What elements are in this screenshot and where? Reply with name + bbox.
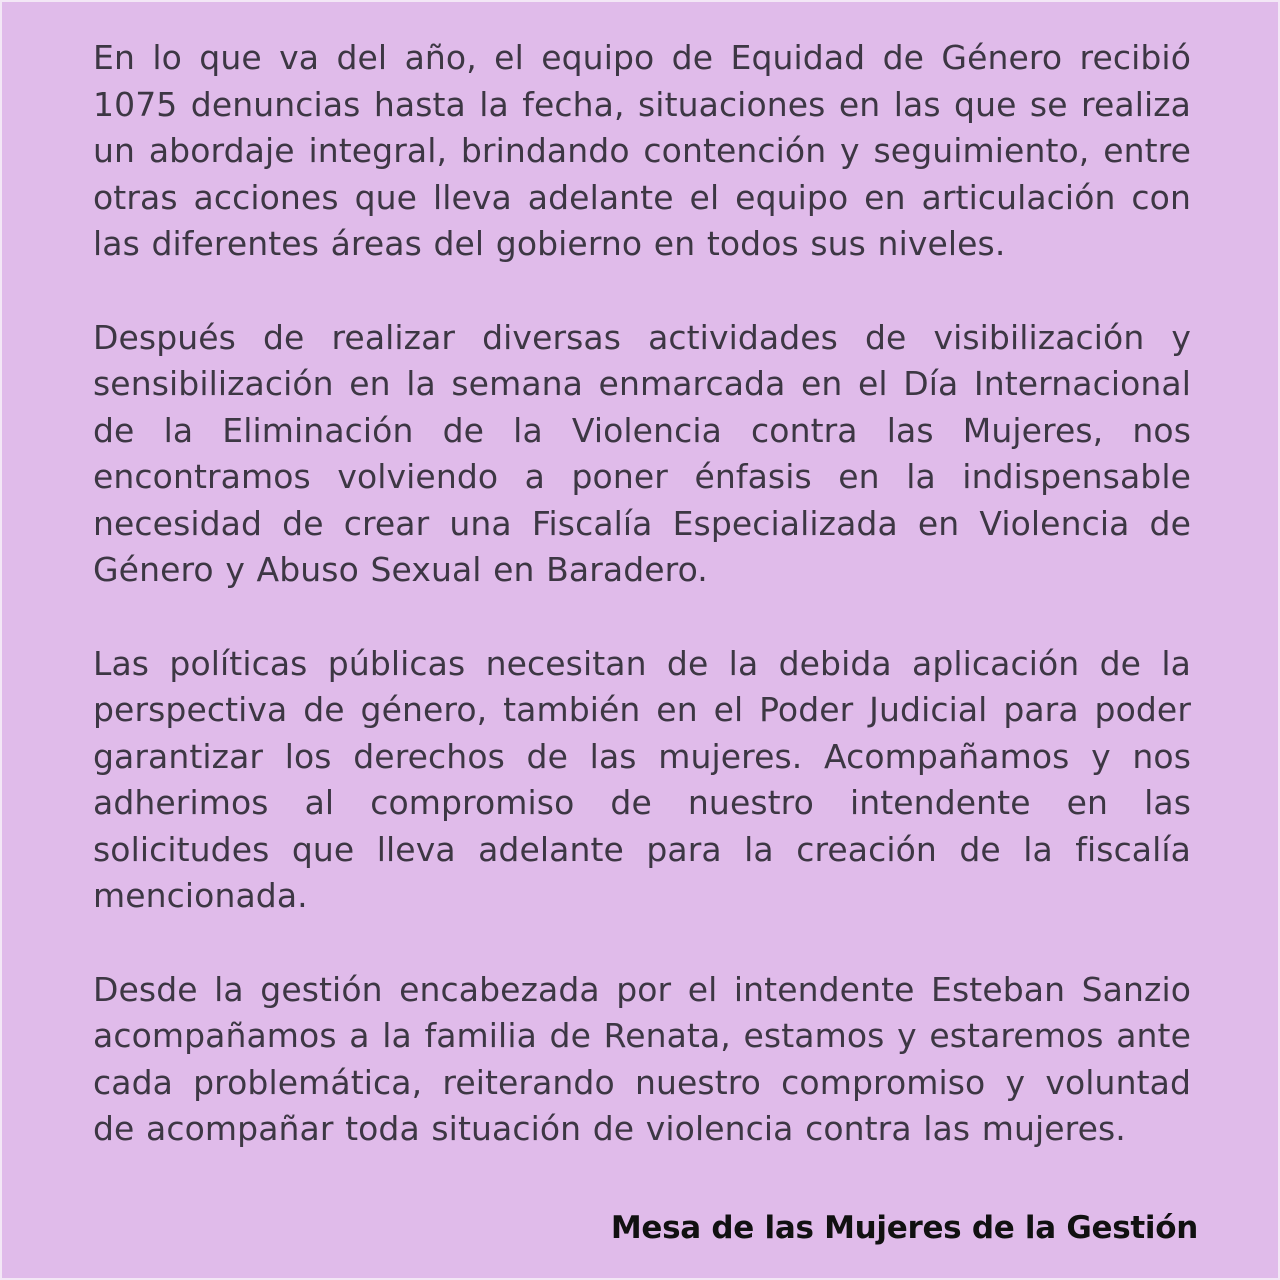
paragraph-complaints: En lo que va del año, el equipo de Equidad de Género recibió 1075 denuncias hasta la fecha, situaciones en las que se realiza un abordaje integral, brindando contención y seguimiento, entre otras acciones que lleva adelante el equipo en articulación con las diferentes áreas del gobierno en todos sus niveles. [93,38,1191,263]
paragraph-management-support: Desde la gestión encabezada por el intendente Esteban Sanzio acompañamos a la familia de Renata, estamos y estaremos ante cada problemática, reiterando nuestro compromiso y voluntad de acompañar toda situación de violencia contra las mujeres. [93,969,1191,1148]
paragraph-public-policies: Las políticas públicas necesitan de la debida aplicación de la perspectiva de género, también en el Poder Judicial para poder garantizar los derechos de las mujeres. Acompañamos y nos adherimos al compromiso de nuestro intendente en las solicitudes que lleva adelante para la creación de la fiscalía mencionada. [93,643,1191,915]
signature: Mesa de las Mujeres de la Gestión [610,1210,1198,1246]
statement-body [93,35,1191,1200]
paragraph-special-prosecutor: Después de realizar diversas actividades de visibilización y sensibilización en la semana enmarcada en el Día Internacional de la Eliminación de la Violencia contra las Mujeres, nos encontramos volviendo a poner énfasis en la indispensable necesidad de crear una Fiscalía Especializada en Violencia de Género y Abuso Sexual en Baradero. [93,317,1191,589]
